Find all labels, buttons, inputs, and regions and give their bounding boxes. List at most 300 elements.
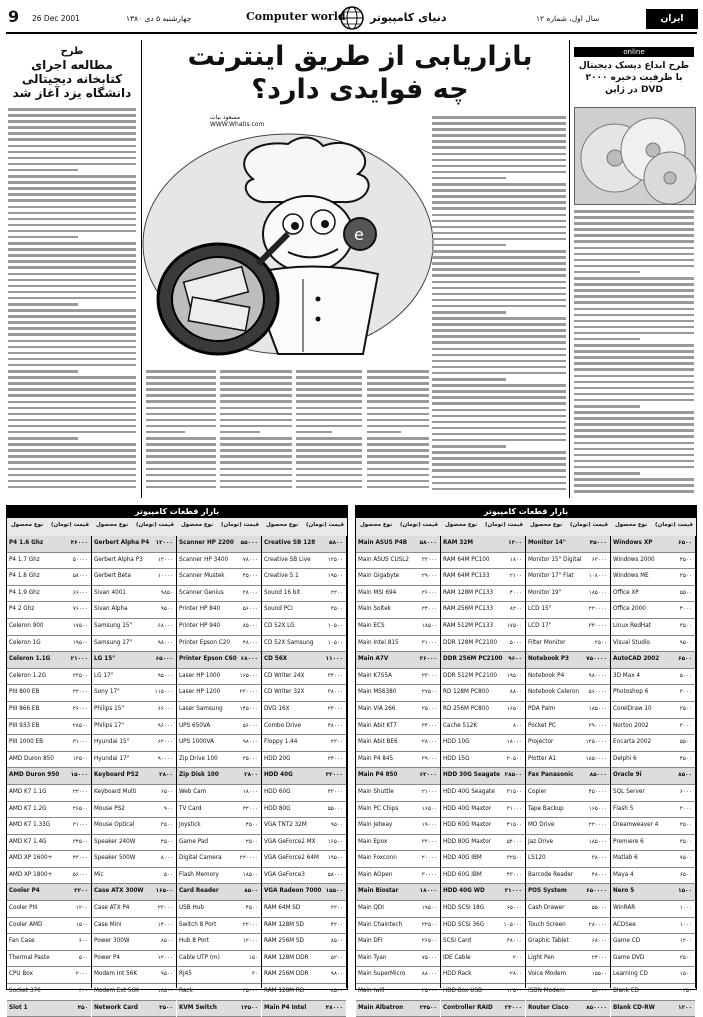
- product-name: Main PC Chips: [358, 805, 399, 812]
- product-price: ۲۰۰۰۰: [421, 855, 437, 862]
- product-name: Main Chaintech: [358, 921, 403, 928]
- text-line: [8, 114, 136, 117]
- text-line: [432, 274, 566, 277]
- product-price: ۷۵۰۰۰: [421, 954, 437, 961]
- product-name: Projector: [528, 739, 554, 746]
- main-article-column-4: [432, 116, 566, 498]
- price-row: [611, 868, 695, 885]
- product-name: HDD 40G IBM: [443, 855, 482, 862]
- product-price: ۹۰۰: [163, 805, 173, 812]
- product-name: CD 56X: [264, 656, 288, 663]
- product-name: RAM 128M PC133: [443, 589, 494, 596]
- text-line: [432, 390, 566, 393]
- product-name: P4 1.9 Ghz: [9, 589, 40, 596]
- text-line: [8, 230, 136, 233]
- text-line: [574, 222, 694, 225]
- price-row: [92, 536, 176, 553]
- product-price: ۱۰۰۰: [679, 905, 692, 912]
- product-price: ۱۸۵۰۰: [157, 988, 173, 995]
- product-price: ۲۳۰۰۰۰: [239, 689, 258, 696]
- text-line: [8, 407, 136, 410]
- price-row: [177, 984, 261, 1001]
- product-name: Main QDI: [358, 905, 384, 912]
- product-name: 3D Max 4: [613, 672, 640, 679]
- product-price: ۵۸۰۰: [329, 540, 343, 546]
- text-line: [220, 413, 292, 416]
- price-row: [92, 802, 176, 819]
- product-name: RAM 256M DDR: [264, 971, 309, 978]
- product-name: Main ASUS P4B: [358, 540, 408, 546]
- column-header-price: قیمت (تومان): [136, 522, 174, 528]
- product-name: PIII 1000 EB: [9, 739, 44, 746]
- text-line: [432, 281, 566, 284]
- page-number: 9: [8, 7, 20, 26]
- product-price: ۴۵۰۰: [245, 822, 258, 829]
- product-price: ۱۲۰۰: [679, 938, 692, 945]
- price-row: [262, 901, 346, 918]
- product-price: ۲۸۰۰۰: [421, 739, 437, 746]
- product-name: HDD 20G: [264, 755, 291, 762]
- price-row: [441, 702, 525, 719]
- product-name: Printer Epson C60: [179, 656, 237, 663]
- product-name: Nero 5: [613, 888, 635, 895]
- product-price: ۳۱۵۰۰: [506, 788, 522, 795]
- page-header: [6, 6, 697, 44]
- price-row: [92, 735, 176, 752]
- issue-number: سال اول، شماره ۱۲: [536, 14, 600, 23]
- product-price: ۵۰۰۰۰: [72, 556, 88, 563]
- product-price: ۲۴۰۰۰: [421, 606, 437, 613]
- text-line: [8, 157, 136, 160]
- product-name: HDD SCSI 36G: [443, 921, 485, 928]
- price-table-column-header: [92, 518, 177, 537]
- product-name: Main MSI 694: [358, 589, 397, 596]
- product-name: HDD 40G: [264, 772, 293, 779]
- text-line: [574, 393, 694, 396]
- price-row: [441, 835, 525, 852]
- price-row: [262, 669, 346, 686]
- product-price: ۷۵۰۰: [679, 855, 692, 862]
- price-row: [177, 702, 261, 719]
- product-name: Philips 15": [94, 705, 125, 712]
- text-line: [8, 480, 136, 483]
- product-price: ۳۶۰۰۰: [419, 656, 437, 663]
- price-row: [7, 818, 91, 835]
- product-name: DDR 256M PC2100: [443, 656, 503, 663]
- product-price: ۴۶۰۰۰: [70, 540, 88, 546]
- text-line: [432, 293, 566, 296]
- text-line: [574, 253, 694, 256]
- product-price: ۴۵۰۰۰۰: [588, 788, 607, 795]
- price-row: [356, 967, 440, 984]
- product-price: ۱۲۰۰۰: [242, 938, 258, 945]
- product-price: ۸۸۰۰۰: [421, 971, 437, 978]
- text-line: [432, 122, 566, 125]
- price-row: [526, 967, 610, 984]
- product-price: ۲۲۰۰۰: [72, 788, 88, 795]
- price-row: [92, 918, 176, 935]
- product-price: ۳۸۰۰۰: [591, 855, 607, 862]
- price-row: [526, 1001, 610, 1017]
- product-price: ۳۵۰۰: [330, 606, 343, 613]
- text-line: [367, 400, 429, 403]
- text-line: [574, 289, 694, 292]
- price-row: [611, 967, 695, 984]
- product-price: ۶۵۰۰: [679, 871, 692, 878]
- product-name: RAM 64M SD: [264, 905, 301, 912]
- product-name: Blank CD-RW: [613, 1004, 655, 1011]
- price-row: [7, 702, 91, 719]
- product-price: ۴۳۰۰۰: [72, 855, 88, 862]
- text-line: [432, 165, 566, 168]
- text-line: [296, 461, 362, 464]
- price-table-column: [611, 536, 696, 1011]
- product-name: Floppy 1.44: [264, 739, 298, 746]
- column-header-name: نوع محصول: [445, 522, 478, 528]
- product-name: Creative SB Live: [264, 556, 311, 563]
- price-row: [441, 785, 525, 802]
- product-price: ۸۵۰۰: [678, 772, 692, 779]
- price-row: [7, 669, 91, 686]
- product-name: Hyundai 15": [94, 739, 130, 746]
- text-line: [432, 409, 566, 412]
- price-row: [262, 934, 346, 951]
- product-name: VGA GeForce2 MX: [264, 838, 316, 845]
- product-price: ۲۸۵۰۰: [72, 722, 88, 729]
- product-price: ۱۸۰۰: [509, 556, 522, 563]
- product-price: ۳۳۰۰۰: [421, 838, 437, 845]
- product-price: ۳۰۰۰: [679, 689, 692, 696]
- text-line: [574, 435, 694, 438]
- product-name: Fax Panasonic: [528, 772, 574, 779]
- text-line: [432, 238, 566, 241]
- price-table-column: [177, 536, 262, 1011]
- product-name: Scanner Mustek: [179, 573, 225, 580]
- product-name: VGA GeForce3: [264, 871, 305, 878]
- price-row: [356, 785, 440, 802]
- price-row: [92, 702, 176, 719]
- price-row: [356, 768, 440, 785]
- product-price: ۳۴۰۰۰: [327, 672, 343, 679]
- product-name: CD Writer 32X: [264, 689, 305, 696]
- product-name: AMD K7 1.4G: [9, 838, 47, 845]
- price-row: [262, 951, 346, 968]
- price-row: [177, 752, 261, 769]
- product-price: ۶۶۰۰۰: [72, 589, 88, 596]
- product-price: ۳۸۰۰۰: [242, 589, 258, 596]
- svg-text:e: e: [354, 225, 364, 244]
- price-row: [92, 835, 176, 852]
- text-line: [146, 437, 216, 440]
- product-name: CD 52X Samsung: [264, 639, 314, 646]
- text-line: [574, 259, 694, 262]
- text-line: [574, 234, 694, 237]
- column-header-price: قیمت (تومان): [306, 522, 344, 528]
- text-line: [8, 266, 136, 269]
- text-line: [574, 368, 694, 371]
- price-row: [177, 553, 261, 570]
- price-row: [356, 951, 440, 968]
- price-row: [441, 984, 525, 1001]
- product-name: Windows XP: [613, 540, 653, 546]
- text-line: [432, 439, 566, 442]
- text-line: [8, 187, 136, 190]
- product-name: Socket 370: [9, 988, 41, 995]
- text-line: [367, 407, 429, 410]
- price-row: [611, 901, 695, 918]
- online-label: online: [574, 47, 694, 57]
- price-row: [262, 967, 346, 984]
- price-row: [526, 669, 610, 686]
- text-line: [8, 358, 136, 361]
- product-name: Thermal Paste: [9, 954, 50, 961]
- price-row: [526, 569, 610, 586]
- price-row: [7, 868, 91, 885]
- product-price: ۳۸۰۰۰: [506, 938, 522, 945]
- text-line: [296, 419, 362, 422]
- product-price: ۱۸۵۰۰۰: [588, 705, 607, 712]
- side-article-title-line3: دانشگاه یزد آغاز شد: [12, 86, 132, 100]
- text-line: [296, 480, 362, 483]
- price-row: [526, 951, 610, 968]
- text-line: [574, 429, 694, 432]
- product-name: HDD Box USB: [443, 988, 482, 995]
- product-name: Light Pen: [528, 954, 555, 961]
- text-line: [367, 394, 429, 397]
- price-row: [526, 785, 610, 802]
- price-row: [441, 536, 525, 553]
- product-price: ۲۳۰۰۰: [421, 672, 437, 679]
- product-price: ۳۴۰۰۰: [421, 722, 437, 729]
- product-name: Case ATX P4: [94, 905, 130, 912]
- product-name: Hyundai 17": [94, 755, 130, 762]
- product-price: ۲۴۰۰۰: [504, 1004, 522, 1011]
- price-row: [7, 569, 91, 586]
- product-name: HDD 60G Maxtor: [443, 822, 492, 829]
- product-name: Sivan 4001: [94, 589, 126, 596]
- product-price: ۵۶۰۰۰: [242, 606, 258, 613]
- product-price: ۸۵۰۰: [330, 938, 343, 945]
- text-line: [432, 396, 566, 399]
- product-name: AMD XP 1800+: [9, 871, 53, 878]
- product-price: ۸۰۰۰: [160, 855, 173, 862]
- product-name: Main A7V: [358, 656, 389, 663]
- text-line: [574, 301, 694, 304]
- product-price: ۶۲۰۰۰: [419, 772, 437, 779]
- price-row: [177, 967, 261, 984]
- text-line: [367, 455, 429, 458]
- price-row: [356, 685, 440, 702]
- product-name: Notebook Celeron: [528, 689, 579, 696]
- price-row: [441, 851, 525, 868]
- product-name: CorelDraw 10: [613, 705, 652, 712]
- text-line: [8, 138, 136, 141]
- text-line: [8, 199, 136, 202]
- product-name: Creative SB 128: [264, 540, 316, 546]
- text-line: [574, 405, 640, 408]
- price-row: [356, 802, 440, 819]
- product-price: ۱۸۰۰۰: [419, 888, 437, 895]
- text-line: [432, 348, 566, 351]
- price-row: [356, 719, 440, 736]
- text-line: [432, 195, 566, 198]
- price-row: [92, 619, 176, 636]
- text-line: [8, 151, 136, 154]
- product-name: Notebook P4: [528, 672, 565, 679]
- text-line: [8, 285, 136, 288]
- price-row: [7, 984, 91, 1001]
- text-line: [296, 413, 362, 416]
- product-name: Printer Epson C20: [179, 639, 230, 646]
- text-line: [432, 421, 566, 424]
- main-article-column-1: [220, 370, 292, 498]
- column-header-price: قیمت (تومان): [221, 522, 259, 528]
- price-row: [611, 818, 695, 835]
- text-line: [8, 333, 136, 336]
- price-row: [92, 768, 176, 785]
- product-name: Main Tyan: [358, 954, 387, 961]
- product-price: ۱۰۰۰: [679, 921, 692, 928]
- text-line: [432, 445, 506, 448]
- price-row: [7, 802, 91, 819]
- text-line: [432, 226, 566, 229]
- price-row: [441, 569, 525, 586]
- text-line: [8, 455, 136, 458]
- product-name: VGA GeForce2 64M: [264, 855, 319, 862]
- product-name: Sound PCI: [264, 606, 293, 613]
- text-line: [432, 256, 566, 259]
- price-row: [7, 835, 91, 852]
- text-line: [367, 468, 429, 471]
- product-name: Mic: [94, 871, 104, 878]
- product-price: ۱۵۰۰: [679, 971, 692, 978]
- text-line: [8, 376, 136, 379]
- credit-site: WWW.Whatis.com: [210, 121, 265, 128]
- product-price: ۶۵۰۰: [160, 788, 173, 795]
- product-name: LG 17": [94, 672, 114, 679]
- price-row: [441, 652, 525, 669]
- column-header-name: نوع محصول: [266, 522, 299, 528]
- price-row: [441, 967, 525, 984]
- product-price: ۴۵۰۰: [679, 556, 692, 563]
- text-line: [574, 247, 694, 250]
- product-price: ۴۰۰۰: [509, 589, 522, 596]
- price-row: [611, 602, 695, 619]
- product-price: ۴۸۰۰۰: [242, 639, 258, 646]
- product-price: ۱۰۰۰۰: [157, 573, 173, 580]
- product-price: ۲۲۵۰۰: [421, 921, 437, 928]
- product-price: ۳۲۰۰۰: [421, 556, 437, 563]
- price-row: [7, 934, 91, 951]
- price-table-title: بازار قطعات کامپیوتر: [7, 506, 347, 518]
- product-name: Copier: [528, 788, 547, 795]
- text-line: [574, 210, 694, 213]
- price-row: [92, 884, 176, 901]
- product-name: SQL Server: [613, 788, 645, 795]
- product-name: AutoCAD 2002: [613, 656, 660, 663]
- product-name: Main Soltek: [358, 606, 392, 613]
- product-price: ۲۳۰۰۰: [327, 705, 343, 712]
- text-line: [432, 311, 506, 314]
- product-price: ۲۵۰۰: [679, 573, 692, 580]
- product-name: HDD 80G: [264, 805, 291, 812]
- price-row: [526, 702, 610, 719]
- product-price: ۱۲۰۰: [508, 540, 522, 546]
- price-row: [441, 818, 525, 835]
- product-name: HDD 80G Maxtor: [443, 838, 492, 845]
- product-price: ۳۲۰۰۰: [242, 805, 258, 812]
- product-name: POS System: [528, 888, 567, 895]
- product-price: ۱۷۵۰۰: [72, 622, 88, 629]
- product-price: ۳۵۰۰: [679, 622, 692, 629]
- price-row: [262, 1001, 346, 1017]
- product-price: ۲۱۰۰۰: [421, 788, 437, 795]
- product-price: ۲۲۰۰۰: [242, 921, 258, 928]
- price-row: [611, 685, 695, 702]
- product-price: ۳۵۰۰: [679, 838, 692, 845]
- text-line: [367, 480, 429, 483]
- product-name: Samsung 15": [94, 622, 133, 629]
- product-name: Matlab 6: [613, 855, 638, 862]
- product-name: Delphi 6: [613, 755, 637, 762]
- text-line: [432, 341, 566, 344]
- text-line: [220, 382, 292, 385]
- product-name: P4 1.7 Ghz: [9, 556, 40, 563]
- product-name: Sony 17": [94, 689, 120, 696]
- price-row: [7, 901, 91, 918]
- price-row: [356, 652, 440, 669]
- product-name: Sound 16 bit: [264, 589, 301, 596]
- text-line: [8, 291, 136, 294]
- product-price: ۳۴۵۰۰: [72, 838, 88, 845]
- product-name: P4 1.6 Ghz: [9, 540, 44, 546]
- price-table-column-header: [177, 518, 262, 537]
- product-name: Rack: [179, 988, 193, 995]
- price-row: [611, 785, 695, 802]
- price-row: [526, 851, 610, 868]
- product-price: ۱۹۰۰۰: [421, 822, 437, 829]
- product-price: ۱۲۰۰۰: [157, 954, 173, 961]
- price-row: [7, 652, 91, 669]
- product-price: ۱۲۵۰۰۰۰: [585, 739, 607, 746]
- text-line: [432, 415, 566, 418]
- text-line: [432, 201, 566, 204]
- text-line: [574, 320, 694, 323]
- product-price: ۱۸۰۰۰: [506, 739, 522, 746]
- product-name: Cable UTP (m): [179, 954, 220, 961]
- product-price: ۲۶۰۰۰: [72, 705, 88, 712]
- text-line: [432, 378, 506, 381]
- text-line: [432, 317, 566, 320]
- price-row: [92, 818, 176, 835]
- product-name: Main K7S5A: [358, 672, 392, 679]
- product-price: ۹۰۰۰۰: [157, 755, 173, 762]
- product-name: Main VIA 266: [358, 705, 396, 712]
- product-price: ۱۹۵۰۰: [72, 639, 88, 646]
- text-line: [432, 262, 566, 265]
- product-name: Speaker 500W: [94, 855, 136, 862]
- text-line: [367, 443, 429, 446]
- price-row: [7, 602, 91, 619]
- product-price: ۲۸۵۰۰: [504, 772, 522, 779]
- product-name: Voice Modem: [528, 971, 566, 978]
- price-row: [262, 868, 346, 885]
- price-row: [526, 884, 610, 901]
- product-name: AMD Duron 950: [9, 772, 60, 779]
- text-line: [574, 356, 694, 359]
- text-line: [8, 248, 136, 251]
- product-price: ۱۹۵۰۰: [327, 573, 343, 580]
